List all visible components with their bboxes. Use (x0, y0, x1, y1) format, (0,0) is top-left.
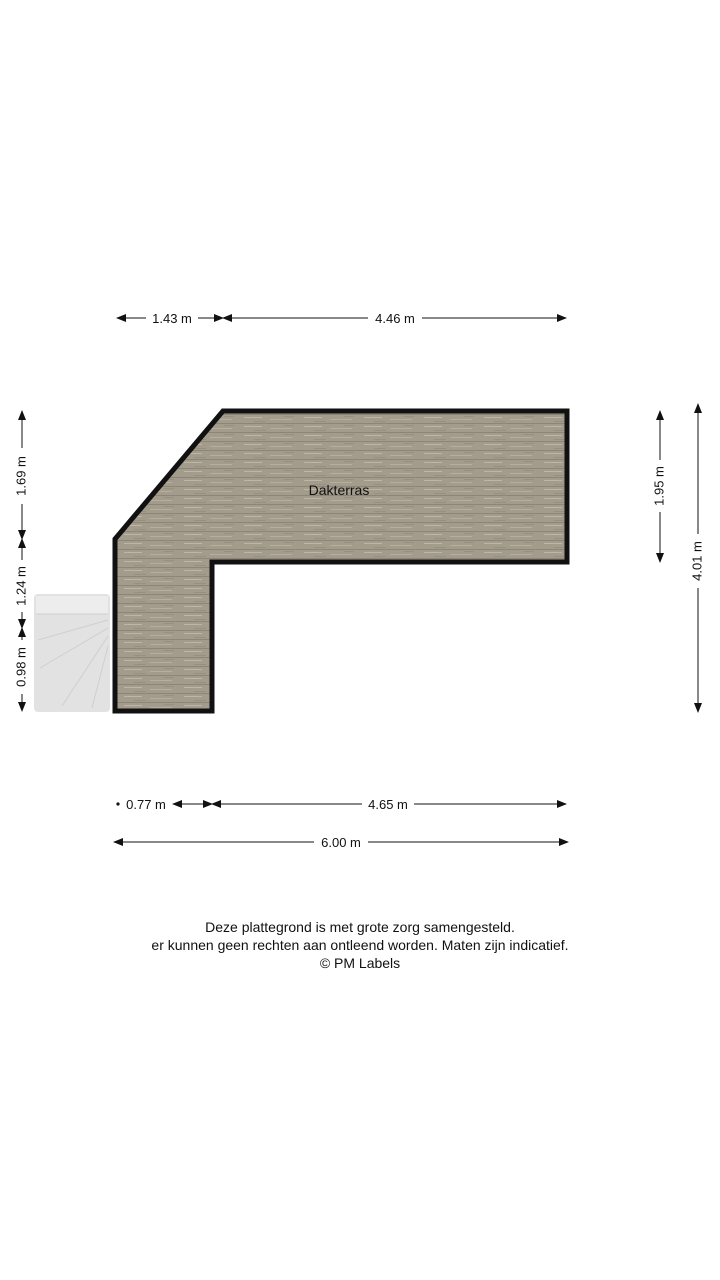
dimension-label: 1.24 m (13, 566, 29, 606)
disclaimer (0, 918, 720, 972)
dimension-top-right (223, 311, 566, 326)
disclaimer-line-1: Deze plattegrond is met grote zorg samengesteld. (205, 919, 515, 935)
room-label: Dakterras (308, 482, 370, 498)
dimension-label: 1.69 m (13, 456, 29, 496)
dimension-label: 1.95 m (651, 466, 667, 506)
dimension-bottom-total (114, 835, 568, 850)
stairs-icon (34, 594, 110, 712)
disclaimer-line-3: © PM Labels (319, 955, 401, 971)
dimension-bottom-left (116, 797, 212, 812)
dimension-label: 4.65 m (368, 797, 408, 812)
dimension-label: 4.46 m (375, 311, 415, 326)
dimension-top-left (117, 311, 223, 326)
dimension-label: 0.98 m (13, 647, 29, 687)
disclaimer-line-2: er kunnen geen rechten aan ontleend worden. Maten zijn indicatief. (151, 937, 569, 953)
dimension-label: 4.01 m (689, 541, 705, 581)
dimension-right-outer (689, 404, 704, 712)
dimension-left-middle (13, 539, 28, 628)
dimension-left-upper (13, 411, 28, 539)
dimension-label: 0.77 m (126, 797, 166, 812)
dimension-left-lower (13, 628, 28, 711)
dimension-bottom-right (212, 797, 566, 812)
dimension-label: 1.43 m (152, 311, 192, 326)
dakterras-floor (115, 411, 567, 711)
dimension-right-inner (651, 411, 666, 562)
dimension-label: 6.00 m (321, 835, 361, 850)
